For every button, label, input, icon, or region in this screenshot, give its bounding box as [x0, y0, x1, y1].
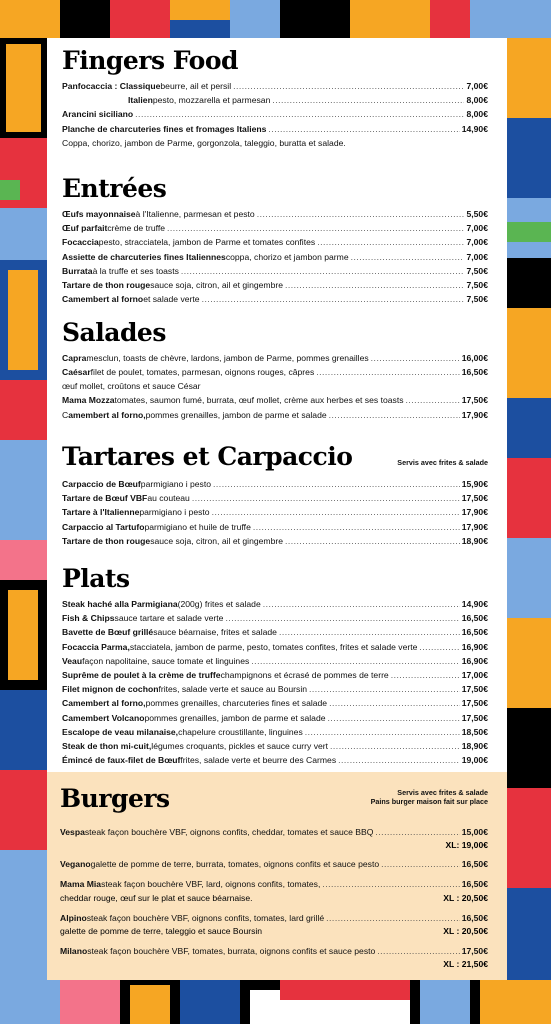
section-title-salades: Salades	[62, 318, 166, 347]
burger-item: Alpino steak façon bouchère VBF, oignons confits, tomates, lard grillé ..... 16,50€ galette de pomme de terre, taleggio et sauce Boursin XL : 20,50€	[60, 911, 488, 938]
menu-item: Camembert al forno et salade verte ..... 7,50€	[62, 292, 488, 306]
section-plats	[62, 566, 488, 767]
menu-item: Veau façon napolitaine, sauce tomate et linguines ..... 16,90€	[62, 654, 488, 668]
menu-item: Focaccia pesto, stracciatela, jambon de Parme et tomates confites ..... 7,00€	[62, 235, 488, 249]
menu-item: Arancini siciliano ..... 8,00€	[62, 107, 488, 121]
menu-item: Émincé de faux-filet de Bœuf frites, salade verte et beurre des Carmes ..... 19,00€	[62, 753, 488, 767]
menu-item: Bavette de Bœuf grillé sauce béarnaise, frites et salade ..... 16,50€	[62, 625, 488, 639]
menu-item: Camembert Volcano pommes grenailles, jambon de parme et salade ..... 17,50€	[62, 711, 488, 725]
item-description: œuf mollet, croûtons et sauce César	[62, 381, 201, 392]
menu-item: Capra mesclun, toasts de chèvre, lardons, jambon de Parme, pommes grenailles ..... 16,00€	[62, 351, 488, 365]
menu-item: Assiette de charcuteries fines Italiennes coppa, chorizo et jambon parme ..... 7,00€	[62, 250, 488, 264]
section-fingers	[62, 48, 488, 150]
menu-item: Fish & Chips sauce tartare et salade verte ..... 16,50€	[62, 611, 488, 625]
section-burgers	[60, 786, 488, 976]
burger-item: Vespa steak façon bouchère VBF, oignons confits, cheddar, tomates et sauce BBQ ..... 15,00€ XL: 19,00€	[60, 825, 488, 851]
section-note	[371, 788, 488, 806]
menu-item: Œufs mayonnaise à l'Italienne, parmesan et pesto ..... 5,50€	[62, 207, 488, 221]
menu-item: Tartare de thon rouge sauce soja, citron, ail et gingembre ..... 7,50€	[62, 278, 488, 292]
xl-price: XL: 19,00€	[445, 840, 488, 851]
menu-item: Suprême de poulet à la crème de truffe champignons et écrasé de pommes de terre ..... 17,00€	[62, 668, 488, 682]
section-title-fingers: Fingers Food	[62, 46, 238, 75]
menu-item: Carpaccio de Bœuf parmigiano i pesto ..... 15,90€	[62, 477, 488, 491]
menu-item: Carpaccio al Tartufo parmigiano et huile de truffe ..... 17,90€	[62, 520, 488, 534]
section-title-tartares: Tartares et Carpaccio	[62, 442, 353, 471]
menu-item: Tartare à l'Italienne parmigiano i pesto ..... 17,90€	[62, 505, 488, 519]
menu-item: Panfocaccia : Classique beurre, ail et persil ..... 7,00€	[62, 79, 488, 93]
section-salades	[62, 320, 488, 422]
menu-item: Camembert al forno, pommes grenailles, charcuteries fines et salade ..... 17,50€	[62, 696, 488, 710]
menu-item: Caésar filet de poulet, tomates, parmesan, oignons rouges, câpres ..... 16,50€	[62, 365, 488, 379]
menu-item: Œuf parfait crème de truffe ..... 7,00€	[62, 221, 488, 235]
menu-item: Italien pesto, mozzarella et parmesan ..... 8,00€	[62, 93, 488, 107]
menu-item: Focaccia Parma, stacciatela, jambon de parme, pesto, tomates confites, frites et salade verte ..... 16,90€	[62, 640, 488, 654]
xl-price: XL : 21,50€	[443, 959, 488, 970]
menu-item: Planche de charcuteries fines et fromages Italiens ..... 14,90€	[62, 122, 488, 136]
section-title-entrees: Entrées	[62, 174, 167, 203]
menu-item: Tartare de Bœuf VBF au couteau ..... 17,50€	[62, 491, 488, 505]
menu-item: Escalope de veau milanaise, chapelure croustillante, linguines ..... 18,50€	[62, 725, 488, 739]
burger-note-1: Servis avec frites & salade	[397, 788, 488, 797]
section-title-plats: Plats	[62, 564, 130, 593]
menu-item: Steak de thon mi-cuit, légumes croquants, pickles et sauce curry vert ..... 18,90€	[62, 739, 488, 753]
burger-note-2: Pains burger maison fait sur place	[370, 797, 488, 806]
menu-item: C amembert al forno, pommes grenailles, jambon de parme et salade ..... 17,90€	[62, 408, 488, 422]
menu-item: Burrata à la truffe et ses toasts ..... 7,50€	[62, 264, 488, 278]
menu-item: Tartare de thon rouge sauce soja, citron, ail et gingembre ..... 18,90€	[62, 534, 488, 548]
section-title-burgers: Burgers	[60, 784, 170, 813]
item-description: Coppa, chorizo, jambon de Parme, gorgonzola, taleggio, buratta et salade.	[62, 137, 346, 148]
section-note: Servis avec frites & salade	[397, 458, 488, 467]
burger-item: Mama Mia steak façon bouchère VBF, lard, oignons confits, tomates, ..... 16,50€ cheddar rouge, œuf sur le plat et sauce béarnaise. XL : 20,50€	[60, 877, 488, 904]
menu-item: Filet mignon de cochon frites, salade verte et sauce au Boursin ..... 17,50€	[62, 682, 488, 696]
burger-item: Vegano galette de pomme de terre, burrata, tomates, oignons confits et sauce pesto ..... 16,50€	[60, 857, 488, 871]
burger-item: Milano steak façon bouchère VBF, tomates, burrata, oignons confits et sauce pesto ..... 17,50€ XL : 21,50€	[60, 944, 488, 970]
menu-item: Steak haché alla Parmigiana (200g) frites et salade ..... 14,90€	[62, 597, 488, 611]
section-tartares	[62, 444, 488, 548]
section-entrees	[62, 176, 488, 306]
menu-item: Mama Mozza tomates, saumon fumé, burrata, œuf mollet, crème aux herbes et ses toasts ..... 17,50€	[62, 393, 488, 407]
